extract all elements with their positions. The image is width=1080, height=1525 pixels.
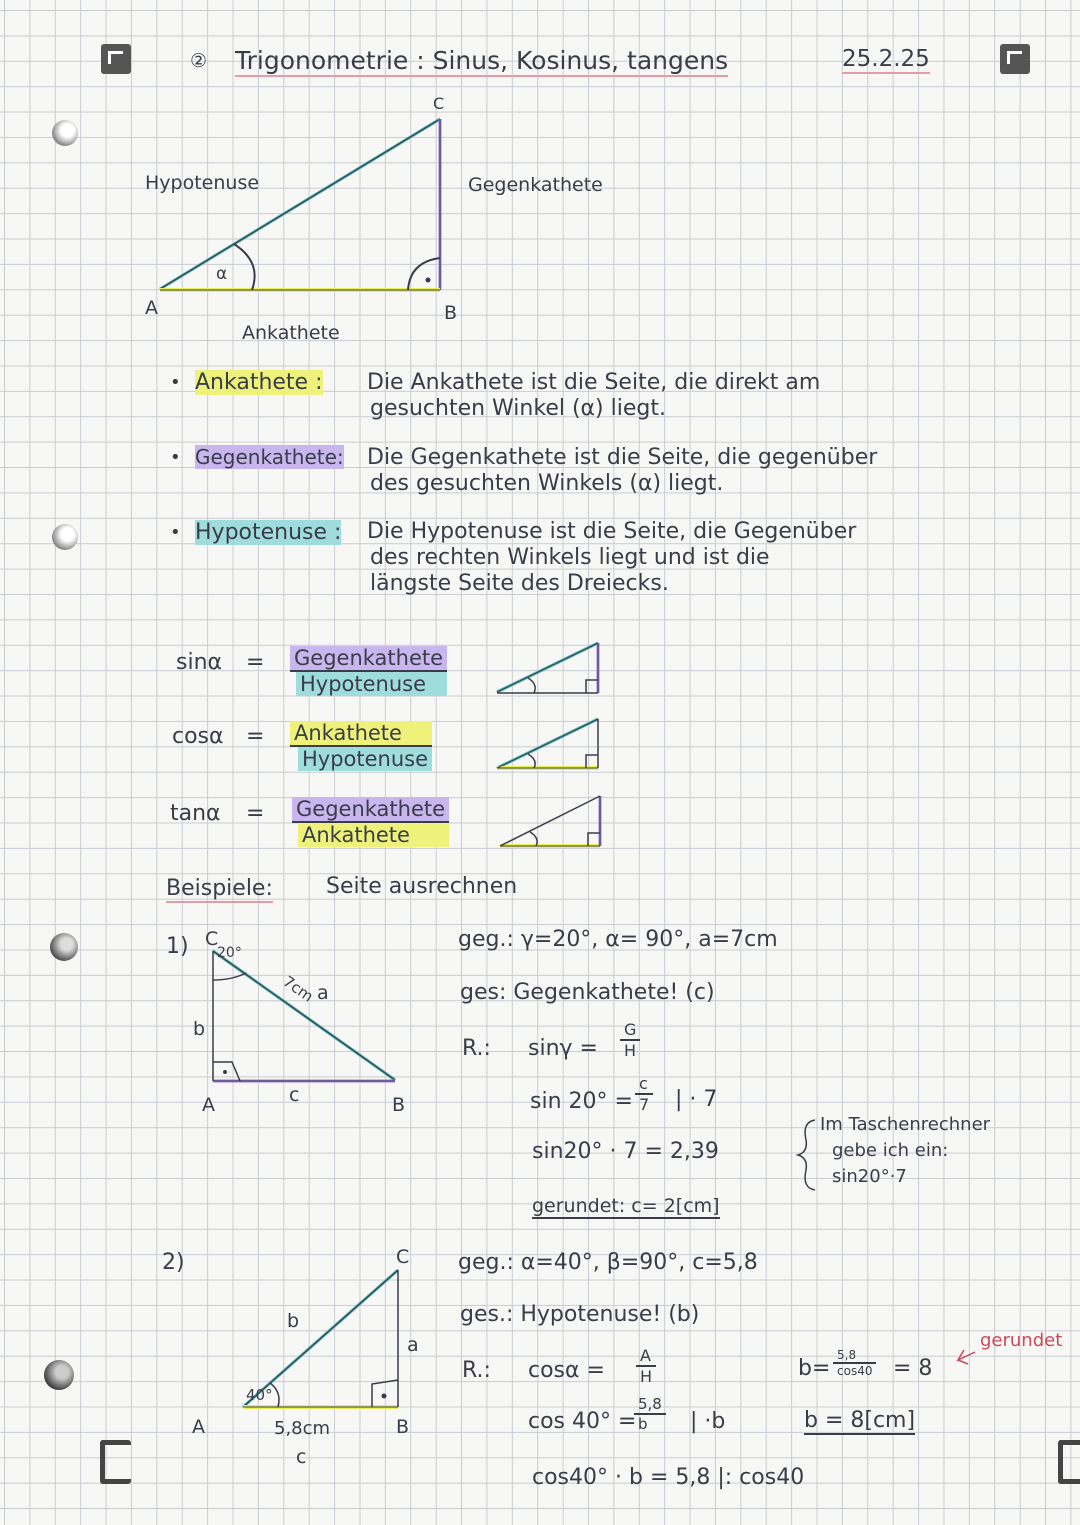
bullet-dot: • bbox=[170, 372, 181, 393]
side-b-fraction bbox=[833, 1348, 876, 1378]
fraction-numerator: Gegenkathete bbox=[290, 646, 447, 672]
fraction-numerator: A bbox=[636, 1346, 656, 1367]
fraction-denominator: Ankathete bbox=[298, 823, 449, 847]
fraction-numerator: Ankathete bbox=[290, 721, 432, 747]
definition-text-line: Die Hypotenuse ist die Seite, die Gegenüber bbox=[367, 519, 857, 544]
definition-term: Gegenkathete: bbox=[195, 445, 344, 469]
fraction-numerator: c bbox=[635, 1074, 653, 1095]
side-a-label: a bbox=[317, 982, 329, 1004]
side-b-rhs: = 8 bbox=[893, 1356, 933, 1381]
example-number: 1) bbox=[166, 934, 189, 959]
formula-equals: = bbox=[246, 801, 265, 826]
example1-triangle bbox=[213, 951, 395, 1081]
definition-text-line: Die Ankathete ist die Seite, die direkt am bbox=[367, 370, 821, 395]
formula-fraction bbox=[290, 646, 447, 696]
side-b-label: b bbox=[193, 1018, 206, 1040]
cos-sketch bbox=[497, 719, 598, 768]
fraction-denominator: cos40 bbox=[837, 1364, 873, 1378]
side-a-label: a bbox=[407, 1334, 419, 1356]
definition-text-line: längste Seite des Dreiecks. bbox=[370, 571, 669, 596]
definition-text-line: Die Gegenkathete ist die Seite, die gegenüber bbox=[367, 445, 878, 470]
calc-label: R.: bbox=[462, 1358, 491, 1383]
calc-step-2-lhs: sin 20° = bbox=[530, 1089, 633, 1114]
calc-step-2-rhs: | ·b bbox=[690, 1409, 726, 1434]
label-gegenkathete: Gegenkathete bbox=[468, 174, 603, 196]
note-line: gebe ich ein: bbox=[832, 1140, 949, 1161]
formula-fraction bbox=[290, 721, 432, 771]
fraction-numerator: G bbox=[620, 1020, 640, 1041]
label-hypotenuse: Hypotenuse bbox=[145, 172, 260, 194]
vertex-c: C bbox=[396, 1246, 410, 1268]
rounded-arrow bbox=[958, 1350, 975, 1364]
note-line: sin20°·7 bbox=[832, 1166, 907, 1187]
vertex-c: C bbox=[205, 928, 219, 950]
bullet-dot: • bbox=[170, 447, 181, 468]
given-values: geg.: γ=20°, α= 90°, a=7cm bbox=[458, 927, 778, 952]
rounded-note: gerundet bbox=[980, 1330, 1063, 1351]
calc-label: R.: bbox=[462, 1036, 491, 1061]
tan-sketch bbox=[500, 796, 600, 846]
final-result: b = 8[cm] bbox=[804, 1408, 916, 1433]
definition-text-line: gesuchten Winkel (α) liegt. bbox=[370, 396, 666, 421]
fraction-denominator: Hypotenuse bbox=[296, 672, 447, 696]
vertex-b: B bbox=[392, 1094, 406, 1116]
side-b-label: b bbox=[287, 1310, 300, 1332]
definition-term: Hypotenuse : bbox=[195, 520, 342, 545]
definition-text-line: des gesuchten Winkels (α) liegt. bbox=[370, 471, 724, 496]
fraction-denominator: 7 bbox=[639, 1095, 650, 1114]
calc-step-1-lhs: sinγ = bbox=[528, 1036, 598, 1061]
formula-equals: = bbox=[246, 724, 265, 749]
calc-step-1-fraction bbox=[620, 1020, 640, 1060]
side-c-label: c bbox=[296, 1446, 307, 1468]
note-brace bbox=[798, 1120, 815, 1190]
section-number: ② bbox=[190, 50, 208, 72]
label-ankathete: Ankathete bbox=[242, 322, 340, 344]
angle-label: 20° bbox=[217, 945, 242, 961]
fraction-denominator: H bbox=[640, 1367, 653, 1386]
calc-step-2-fraction bbox=[635, 1074, 653, 1114]
definition-text-line: des rechten Winkels liegt und ist die bbox=[370, 545, 770, 570]
page-date: 25.2.25 bbox=[842, 46, 930, 72]
calc-step-2-fraction bbox=[634, 1395, 666, 1433]
side-c-length: 5,8cm bbox=[274, 1418, 331, 1439]
angle-alpha: α bbox=[216, 264, 228, 284]
given-values: geg.: α=40°, β=90°, c=5,8 bbox=[458, 1250, 758, 1275]
fraction-denominator: Hypotenuse bbox=[298, 747, 432, 771]
side-b-lhs: b= bbox=[798, 1356, 831, 1381]
wanted-value: ges.: Hypotenuse! (b) bbox=[460, 1302, 700, 1327]
fraction-numerator: 5,8 bbox=[833, 1348, 876, 1364]
vertex-a: A bbox=[202, 1094, 215, 1116]
bullet-dot: • bbox=[170, 522, 181, 543]
side-a-length: 7cm bbox=[279, 972, 317, 1006]
formula-lhs: cosα bbox=[172, 724, 224, 749]
wanted-value: ges: Gegenkathete! (c) bbox=[460, 980, 715, 1005]
vertex-a: A bbox=[192, 1416, 205, 1438]
result: gerundet: c= 2[cm] bbox=[532, 1195, 720, 1217]
example-number: 2) bbox=[162, 1250, 185, 1275]
definition-term: Ankathete : bbox=[195, 370, 323, 395]
calc-step-2-rhs: | · 7 bbox=[675, 1087, 718, 1112]
calc-step-1-lhs: cosα = bbox=[528, 1358, 605, 1383]
side-c-label: c bbox=[289, 1084, 300, 1106]
main-triangle bbox=[160, 119, 440, 290]
vertex-b: B bbox=[444, 302, 458, 324]
fraction-numerator: Gegenkathete bbox=[292, 797, 449, 823]
vertex-c: C bbox=[433, 94, 445, 113]
vertex-a: A bbox=[145, 297, 158, 319]
examples-subtitle: Seite ausrechnen bbox=[326, 874, 518, 899]
calc-step-1-fraction bbox=[636, 1346, 656, 1386]
page-title: Trigonometrie : Sinus, Kosinus, tangens bbox=[235, 46, 729, 75]
calc-step-3: sin20° · 7 = 2,39 bbox=[532, 1139, 719, 1164]
fraction-denominator: H bbox=[624, 1041, 637, 1060]
angle-label: 40° bbox=[246, 1386, 273, 1404]
formula-lhs: tanα bbox=[170, 801, 221, 826]
sin-sketch bbox=[497, 643, 598, 693]
calc-step-2-lhs: cos 40° = bbox=[528, 1409, 637, 1434]
note-line: Im Taschenrechner bbox=[820, 1114, 991, 1135]
fraction-numerator: 5,8 bbox=[634, 1395, 666, 1415]
fraction-denominator: b bbox=[638, 1415, 648, 1433]
calc-step-3: cos40° · b = 5,8 |: cos40 bbox=[532, 1465, 805, 1490]
formula-lhs: sinα bbox=[176, 650, 223, 675]
vertex-b: B bbox=[396, 1416, 410, 1438]
formula-equals: = bbox=[246, 650, 265, 675]
formula-fraction bbox=[292, 797, 449, 847]
examples-label: Beispiele: bbox=[166, 876, 273, 901]
